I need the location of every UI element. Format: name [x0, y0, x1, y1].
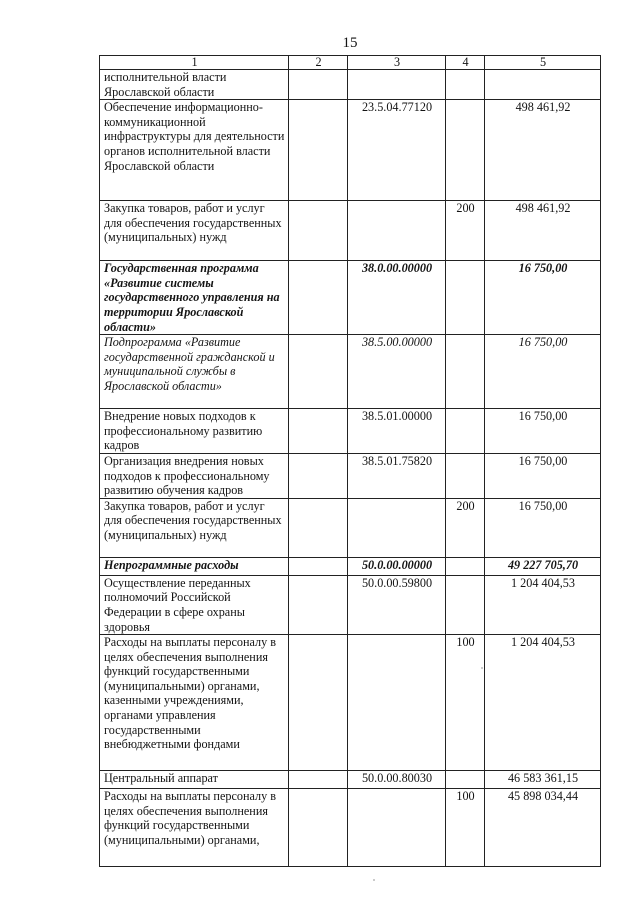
row-expense-type-cell [446, 261, 485, 335]
row-amount-cell: 1 204 404,53 [485, 575, 601, 634]
row-expense-type-cell: 200 [446, 498, 485, 557]
header-row [100, 56, 601, 70]
row-expense-type-cell [446, 335, 485, 409]
budget-table [99, 55, 601, 867]
table-row [100, 261, 601, 335]
table-row [100, 335, 601, 409]
row-amount-cell: 45 898 034,44 [485, 789, 601, 867]
row-amount-cell: 16 750,00 [485, 453, 601, 498]
row-expense-type-cell [446, 70, 485, 100]
row-expense-type-cell: 100 [446, 789, 485, 867]
row-name-cell: Обеспечение информационно-коммуникационной инфраструктуры для деятельности органов исполнительной власти Ярославской области [100, 100, 289, 201]
table-body [100, 70, 601, 867]
row-chapter-cell [289, 789, 348, 867]
table-row [100, 70, 601, 100]
row-target-code-cell: 23.5.04.77120 [348, 100, 446, 201]
row-chapter-cell [289, 409, 348, 454]
row-name-cell: Закупка товаров, работ и услуг для обеспечения государственных (муниципальных) нужд [100, 201, 289, 261]
row-expense-type-cell [446, 771, 485, 789]
row-chapter-cell [289, 557, 348, 575]
row-expense-type-cell [446, 100, 485, 201]
row-target-code-cell: 38.5.01.75820 [348, 453, 446, 498]
row-chapter-cell [289, 261, 348, 335]
row-amount-cell: 16 750,00 [485, 498, 601, 557]
row-target-code-cell [348, 201, 446, 261]
row-amount-cell: 46 583 361,15 [485, 771, 601, 789]
row-target-code-cell: 50.0.00.59800 [348, 575, 446, 634]
row-name-cell: Организация внедрения новых подходов к профессиональному развитию обучения кадров [100, 453, 289, 498]
row-target-code-cell [348, 635, 446, 771]
row-chapter-cell [289, 70, 348, 100]
row-name-cell: Закупка товаров, работ и услуг для обеспечения государственных (муниципальных) нужд [100, 498, 289, 557]
table-row [100, 635, 601, 771]
scan-speck [481, 667, 483, 669]
row-expense-type-cell [446, 409, 485, 454]
table-row [100, 409, 601, 454]
column-header-name: 1 [100, 56, 289, 70]
row-name-cell: Непрограммные расходы [100, 557, 289, 575]
row-chapter-cell [289, 335, 348, 409]
row-chapter-cell [289, 498, 348, 557]
row-target-code-cell: 50.0.00.00000 [348, 557, 446, 575]
row-chapter-cell [289, 635, 348, 771]
row-name-cell: Государственная программа «Развитие системы государственного управления на территории Ярославской области» [100, 261, 289, 335]
row-amount-cell: 49 227 705,70 [485, 557, 601, 575]
row-expense-type-cell [446, 453, 485, 498]
row-name-cell: Расходы на выплаты персоналу в целях обеспечения выполнения функций государственными (муниципальными) органами, казенными учреждениями, органами управления государственными внебюджетными фондами [100, 635, 289, 771]
row-expense-type-cell: 100 [446, 635, 485, 771]
row-target-code-cell: 50.0.00.80030 [348, 771, 446, 789]
row-amount-cell [485, 70, 601, 100]
row-amount-cell: 1 204 404,53 [485, 635, 601, 771]
table-row [100, 201, 601, 261]
row-amount-cell: 498 461,92 [485, 100, 601, 201]
row-chapter-cell [289, 771, 348, 789]
column-header-target-code: 3 [348, 56, 446, 70]
column-header-expense-type: 4 [446, 56, 485, 70]
scan-speck [373, 879, 375, 881]
row-name-cell: Подпрограмма «Развитие государственной гражданской и муниципальной службы в Ярославской области» [100, 335, 289, 409]
row-chapter-cell [289, 575, 348, 634]
table-row [100, 789, 601, 867]
column-header-amount: 5 [485, 56, 601, 70]
row-name-cell: Центральный аппарат [100, 771, 289, 789]
row-amount-cell: 498 461,92 [485, 201, 601, 261]
table-row [100, 498, 601, 557]
row-chapter-cell [289, 100, 348, 201]
table-row [100, 557, 601, 575]
table-row [100, 453, 601, 498]
row-target-code-cell [348, 70, 446, 100]
row-name-cell: Расходы на выплаты персоналу в целях обеспечения выполнения функций государственными (муниципальными) органами, [100, 789, 289, 867]
row-target-code-cell: 38.5.00.00000 [348, 335, 446, 409]
row-amount-cell: 16 750,00 [485, 261, 601, 335]
row-target-code-cell: 38.5.01.00000 [348, 409, 446, 454]
row-name-cell: Внедрение новых подходов к профессиональному развитию кадров [100, 409, 289, 454]
page-number: 15 [342, 35, 358, 51]
column-header-chapter: 2 [289, 56, 348, 70]
row-amount-cell: 16 750,00 [485, 409, 601, 454]
row-chapter-cell [289, 453, 348, 498]
row-expense-type-cell [446, 557, 485, 575]
table-row [100, 575, 601, 634]
row-chapter-cell [289, 201, 348, 261]
row-name-cell: исполнительной власти Ярославской области [100, 70, 289, 100]
table-row [100, 100, 601, 201]
row-expense-type-cell: 200 [446, 201, 485, 261]
table-row [100, 771, 601, 789]
row-target-code-cell: 38.0.00.00000 [348, 261, 446, 335]
row-expense-type-cell [446, 575, 485, 634]
row-amount-cell: 16 750,00 [485, 335, 601, 409]
row-target-code-cell [348, 498, 446, 557]
row-name-cell: Осуществление переданных полномочий Российской Федерации в сфере охраны здоровья [100, 575, 289, 634]
row-target-code-cell [348, 789, 446, 867]
